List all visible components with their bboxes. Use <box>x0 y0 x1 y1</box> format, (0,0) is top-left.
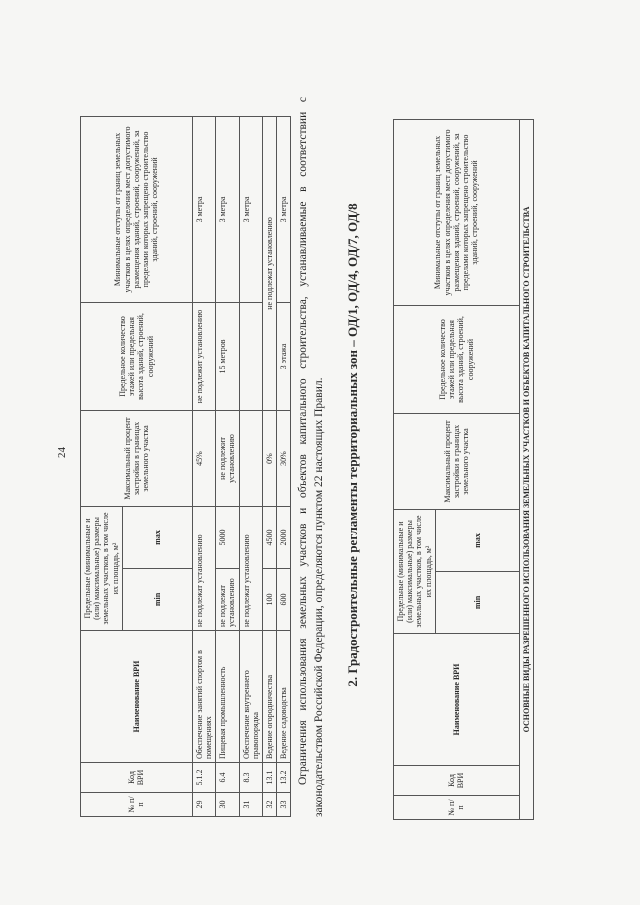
cell-setback: 3 метра <box>239 116 262 302</box>
cell-name: Обеспечение внутреннего правопорядка <box>239 631 262 763</box>
cell-coverage: 45% <box>192 410 215 506</box>
col-header-code: Код ВРИ <box>394 766 520 796</box>
col-header-num: № п/п <box>394 796 520 820</box>
table-row <box>239 116 262 816</box>
cell-code: 5.1.2 <box>192 763 215 793</box>
col-header-name: Наименование ВРИ <box>394 634 520 766</box>
section-row-label: ОСНОВНЫЕ ВИДЫ РАЗРЕШЕННОГО ИСПОЛЬЗОВАНИЯ ЗЕМЕЛЬНЫХ УЧАСТКОВ И ОБЪЕКТОВ КАПИТАЛЬНОГО СТРОИТЕЛЬСТВА <box>519 119 533 819</box>
col-header-min: min <box>435 572 519 634</box>
cell-floors: не подлежит установлению <box>192 302 215 410</box>
col-header-size-group: Предельные (минимальные и (или) максимальные) размеры земельных участков, в том числе их площадь, м² <box>81 506 123 630</box>
cell-min: 600 <box>277 569 291 631</box>
cell-code: 6.4 <box>216 763 239 793</box>
cell-floors: 15 метров <box>216 302 239 410</box>
cell-size: не подлежат установлению <box>192 506 215 630</box>
col-header-floors: Предельное количество этажей или предельная высота зданий, строений, сооружений <box>394 305 520 413</box>
col-header-num: № п/п <box>81 793 193 817</box>
page-number: 24 <box>56 447 68 458</box>
cell-size: не подлежат установлению <box>239 506 262 630</box>
cell-min: 100 <box>262 569 276 631</box>
cell-name: Ведение огородничества <box>262 631 276 763</box>
cell-coverage <box>239 410 262 506</box>
table-row <box>262 116 276 816</box>
col-header-coverage: Максимальный процент застройки в границах земельного участка <box>394 413 520 509</box>
cell-coverage: 30% <box>277 410 291 506</box>
cell-code: 13.1 <box>262 763 276 793</box>
cell-max: 4500 <box>262 506 276 568</box>
cell-floors <box>239 302 262 410</box>
cell-max: 2000 <box>277 506 291 568</box>
cell-floors-setback: не подлежат установлению <box>262 116 276 410</box>
col-header-max: max <box>435 509 519 571</box>
cell-floors: 3 этажа <box>277 302 291 410</box>
col-header-min: min <box>122 569 192 631</box>
table-row <box>277 116 291 816</box>
cell-num: 32 <box>262 793 276 817</box>
cell-code: 8.3 <box>239 763 262 793</box>
cell-coverage: 0% <box>262 410 276 506</box>
col-header-max: max <box>122 506 192 568</box>
regulations-table-1 <box>80 116 291 817</box>
table-row <box>216 116 239 816</box>
cell-setback: 3 метра <box>277 116 291 302</box>
cell-num: 33 <box>277 793 291 817</box>
cell-max: 5000 <box>216 506 239 568</box>
cell-setback: 3 метра <box>192 116 215 302</box>
col-header-size-group: Предельные (минимальные и (или) максимальные) размеры земельных участков, в том числе их площадь, м² <box>394 509 436 633</box>
col-header-setback: Минимальные отступы от границ земельных участков в целях определения мест допустимого размещения зданий, строений, сооружений, за пределами которых запрещено строительство зданий, строений, сооружений <box>81 116 193 302</box>
cell-name: Пищевая промышленность <box>216 631 239 763</box>
cell-setback: 3 метра <box>216 116 239 302</box>
col-header-floors: Предельное количество этажей или предельная высота зданий, строений, сооружений <box>81 302 193 410</box>
col-header-coverage: Максимальный процент застройки в границах земельного участка <box>81 410 193 506</box>
table-section-row <box>519 119 533 819</box>
regulations-table-2 <box>393 119 534 820</box>
table-row <box>192 116 215 816</box>
col-header-setback: Минимальные отступы от границ земельных участков в целях определения мест допустимого размещения зданий, строений, сооружений, за пределами которых запрещено строительство зданий, строений, сооружений <box>394 119 520 305</box>
col-header-code: Код ВРИ <box>81 763 193 793</box>
cell-name: Обеспечение занятий спортом в помещениях <box>192 631 215 763</box>
section-title: 2. Градостроительные регламенты территориальных зон – ОД/1, ОД/4, ОД/7, ОД/8 <box>345 203 360 687</box>
col-header-name: Наименование ВРИ <box>81 631 193 763</box>
cell-code: 13.2 <box>277 763 291 793</box>
cell-num: 31 <box>239 793 262 817</box>
cell-min: не подлежат установлению <box>216 569 239 631</box>
restrictions-paragraph: Ограничения использования земельных участков и объектов капитального строительства, устанавливаемые в соответствии с законодательством Российской Федерации, определяются пунктом 22 настоящих Правил. <box>297 97 325 817</box>
cell-name: Ведение садоводства <box>277 631 291 763</box>
cell-num: 29 <box>192 793 215 817</box>
cell-num: 30 <box>216 793 239 817</box>
cell-coverage: не подлежит установлению <box>216 410 239 506</box>
